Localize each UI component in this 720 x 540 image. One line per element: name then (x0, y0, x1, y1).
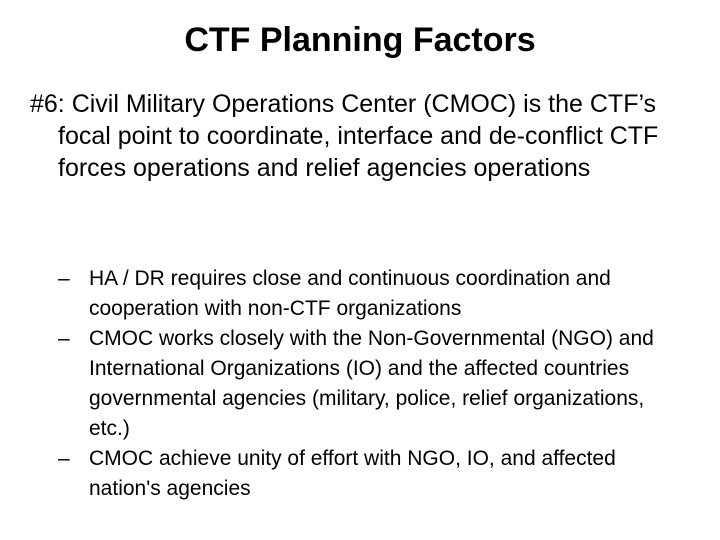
sub-bullet-list (58, 264, 678, 504)
sub-bullet-text: HA / DR requires close and continuous coordination and cooperation with non-CTF organizations (89, 267, 611, 320)
dash-bullet-icon: – (58, 447, 70, 470)
sub-bullet-item (58, 324, 678, 444)
sub-bullet-item (58, 444, 678, 504)
slide-title: CTF Planning Factors (184, 21, 536, 59)
sub-bullet-text: CMOC achieve unity of effort with NGO, IO, and affected nation's agencies (89, 447, 616, 500)
dash-bullet-icon: – (58, 327, 70, 350)
main-point-text: #6: Civil Military Operations Center (CMOC) is the CTF’s focal point to coordinate, interface and de-conflict CTF forces operations and relief agencies operations (30, 90, 659, 182)
sub-bullet-text: CMOC works closely with the Non-Governmental (NGO) and International Organizations (IO) and the affected countries governmental agencies (military, police, relief organizations, etc.) (89, 327, 654, 440)
sub-bullet-item (58, 264, 678, 324)
dash-bullet-icon: – (58, 267, 70, 290)
